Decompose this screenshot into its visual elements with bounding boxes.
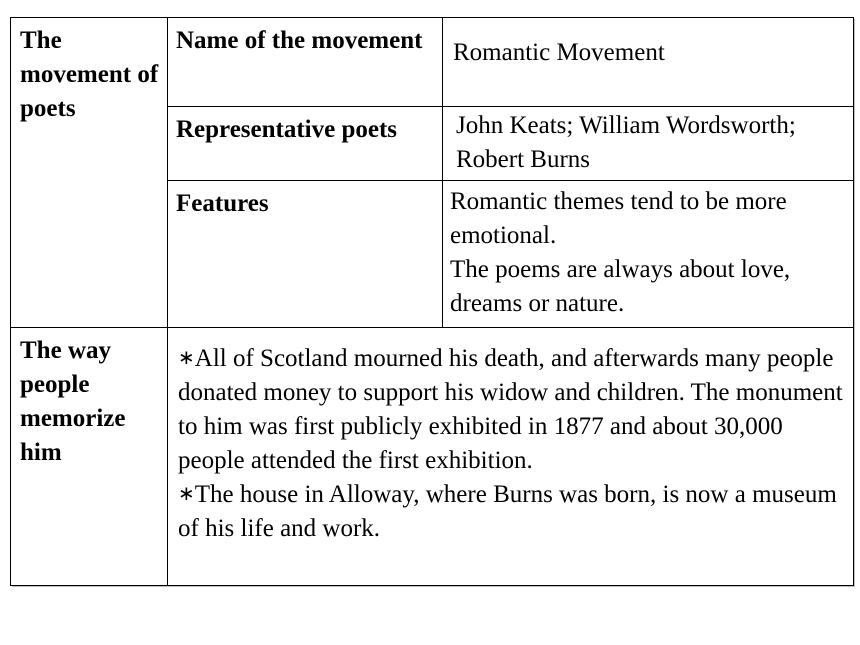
content-sheet xyxy=(10,17,853,585)
poet-info-table xyxy=(10,17,854,586)
features-value xyxy=(443,181,854,328)
row-header-movement: The movement of poets xyxy=(11,18,168,328)
memorial-paragraph-1-text: All of Scotland mourned his death, and afterwards many people donated money to support his widow and children. The monument to him was first publicly exhibited in 1877 and about 30,000 people attended the first exhibition. xyxy=(178,345,843,474)
memorial-text xyxy=(168,328,854,586)
memorial-paragraph-1 xyxy=(178,342,843,478)
movement-name-label: Name of the movement xyxy=(168,18,443,107)
features-line-1: Romantic themes tend to be more emotional. xyxy=(450,188,787,249)
features-line-2: The poems are always about love, dreams or nature. xyxy=(450,256,791,317)
representative-poets-value: John Keats; William Wordsworth; Robert Burns xyxy=(443,107,854,181)
table-row xyxy=(11,328,854,586)
row-header-memorize: The way people memorize him xyxy=(11,328,168,586)
asterisk-bullet-icon: ∗ xyxy=(178,481,195,505)
representative-poets-label: Representative poets xyxy=(168,107,443,181)
features-label: Features xyxy=(168,181,443,328)
movement-name-value: Romantic Movement xyxy=(443,18,854,107)
asterisk-bullet-icon: ∗ xyxy=(178,345,195,369)
memorial-paragraph-2 xyxy=(178,478,843,546)
table-row xyxy=(11,18,854,107)
memorial-paragraph-2-text: The house in Alloway, where Burns was born, is now a museum of his life and work. xyxy=(178,481,837,542)
